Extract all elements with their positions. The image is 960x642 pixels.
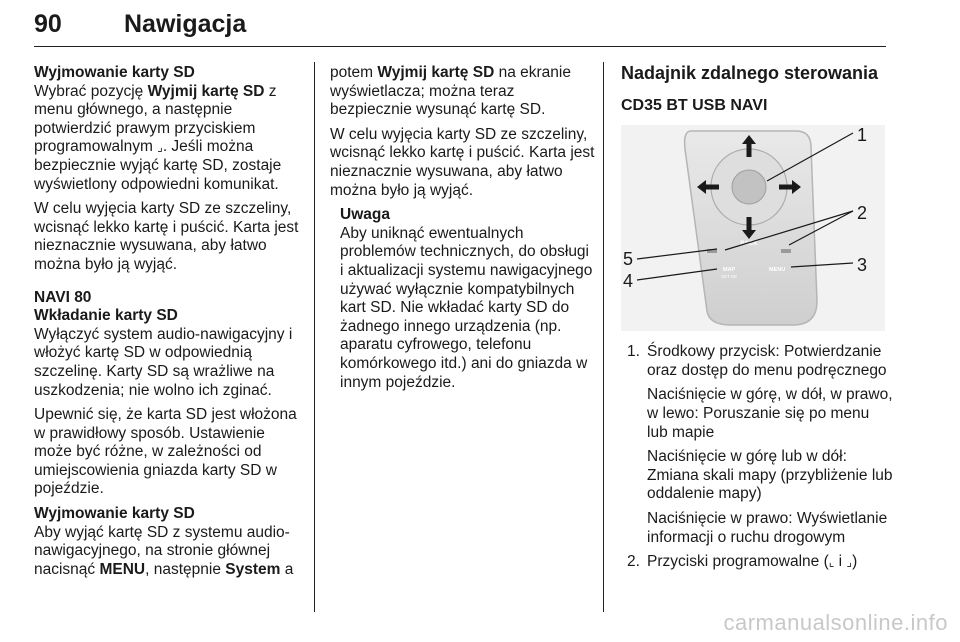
softkey-right-icon: ⌟	[157, 140, 163, 155]
paragraph: Upewnić się, że karta SD jest włożona w prawidłowy sposób. Ustawienie może być różne, w zależności od umiejscowienia gniazda karty SD w pojeździe.	[34, 406, 297, 498]
paragraph: W celu wyjęcia karty SD ze szczeliny, wcisnąć lekko kartę i puścić. Karta jest nieznacznie wysuwana, aby łatwo można było ją wyjąć.	[34, 200, 299, 273]
paragraph	[34, 83, 306, 195]
text: i	[834, 553, 847, 571]
list-paragraph: Naciśnięcie w prawo: Wyświetlanie informacji o ruchu drogowym	[647, 509, 888, 546]
note-title: Uwaga	[340, 206, 390, 224]
header-divider	[34, 46, 886, 47]
back-button-label: BACK	[740, 241, 758, 248]
text: potem	[330, 64, 378, 81]
bold-text: MENU	[99, 560, 146, 578]
list-item	[621, 553, 893, 572]
text: na ekranie wyświetlacza; można teraz bezpiecznie wysunąć kartę SD.	[330, 64, 571, 119]
numbered-list	[621, 343, 893, 572]
text: )	[852, 553, 858, 571]
list-paragraph: Środkowy przycisk: Potwierdzanie oraz dostęp do menu podręcznego	[647, 343, 887, 379]
list-paragraph: Naciśnięcie w górę, w dół, w prawo, w lewo: Poruszanie się po menu lub mapie	[647, 386, 893, 441]
bold-text: System	[225, 560, 281, 578]
column-3	[621, 64, 893, 578]
remote-control-illustration	[621, 125, 885, 331]
text: , następnie	[145, 560, 226, 578]
paragraph: W celu wyjęcia karty SD ze szczeliny, wcisnąć lekko kartę i puścić. Karta jest nieznacznie wysuwana, aby łatwo można było ją wyjąć.	[330, 125, 595, 199]
callout-5: 5	[623, 249, 634, 270]
list-number: 1.	[627, 343, 640, 361]
watermark: carmanualsonline.info	[723, 610, 948, 635]
list-number: 2.	[627, 553, 640, 571]
text: z menu głównego, a następnie potwierdzić prawym przyciskiem programowalnym	[34, 82, 277, 156]
text: . Jeśli można bezpiecznie wyjąć kartę SD, zostaje wyświetlony odpowiedni komunikat.	[34, 138, 282, 193]
text: a	[280, 560, 294, 578]
section-heading: Wkładanie karty SD	[34, 307, 178, 325]
column-divider-2	[603, 62, 604, 612]
softkey-left-icon: ⌞	[828, 555, 835, 570]
text: Wybrać pozycję	[34, 82, 148, 100]
section-title: Nadajnik zdalnego sterowania	[621, 63, 879, 83]
column-divider-1	[314, 62, 315, 612]
map-button-label: MAP	[723, 267, 736, 274]
bold-text: Wyjmij kartę SD	[377, 64, 495, 81]
page-header	[34, 6, 886, 44]
text: Przyciski programowalne (	[647, 553, 829, 571]
softkey-right	[781, 249, 791, 253]
callout-4: 4	[623, 271, 634, 292]
text: Aby wyjąć kartę SD z systemu audio-nawigacyjnego, na stronie głównej nacisnąć	[34, 523, 290, 578]
section-heading: NAVI 80	[34, 288, 92, 306]
list-paragraph: Naciśnięcie w górę lub w dół: Zmiana skali mapy (przybliżenie lub oddalenie mapy)	[647, 448, 893, 503]
map-button-sublabel: SET DE	[721, 274, 738, 280]
note-box	[340, 206, 596, 392]
center-button	[732, 170, 766, 204]
section-heading: Wyjmowanie karty SD	[34, 505, 195, 523]
menu-button-label: MENU	[769, 267, 786, 274]
paragraph	[330, 64, 596, 120]
callout-2: 2	[857, 203, 868, 224]
callout-1: 1	[857, 125, 868, 146]
list-item	[621, 343, 893, 547]
note-body: Aby uniknąć ewentualnych problemów technicznych, do obsługi i aktualizacji systemu nawigacyjnego używać wyłącznie kompatybilnych kart SD. Nie wkładać karty SD do żadnego innego urządzenia (np. aparatu cyfrowego, telefonu komórkowego itd.) ani do gniazda w innym pojeździe.	[340, 224, 593, 391]
softkey-right-icon: ⌟	[846, 555, 853, 570]
remote-control-figure	[621, 125, 885, 331]
paragraph	[34, 524, 306, 580]
bold-text: Wyjmij kartę SD	[147, 82, 265, 100]
callout-3: 3	[857, 255, 868, 276]
column-1	[34, 64, 306, 585]
section-heading: Wyjmowanie karty SD	[34, 64, 195, 81]
paragraph: Wyłączyć system audio-nawigacyjny i włożyć kartę SD w odpowiednią szczelinę. Karty SD są wrażliwe na uszkodzenia; nie wolno ich zginać.	[34, 325, 293, 399]
page-title: Nawigacja	[124, 10, 247, 38]
page-number: 90	[34, 10, 62, 38]
section-subtitle: CD35 BT USB NAVI	[621, 96, 768, 114]
column-2	[330, 64, 596, 392]
